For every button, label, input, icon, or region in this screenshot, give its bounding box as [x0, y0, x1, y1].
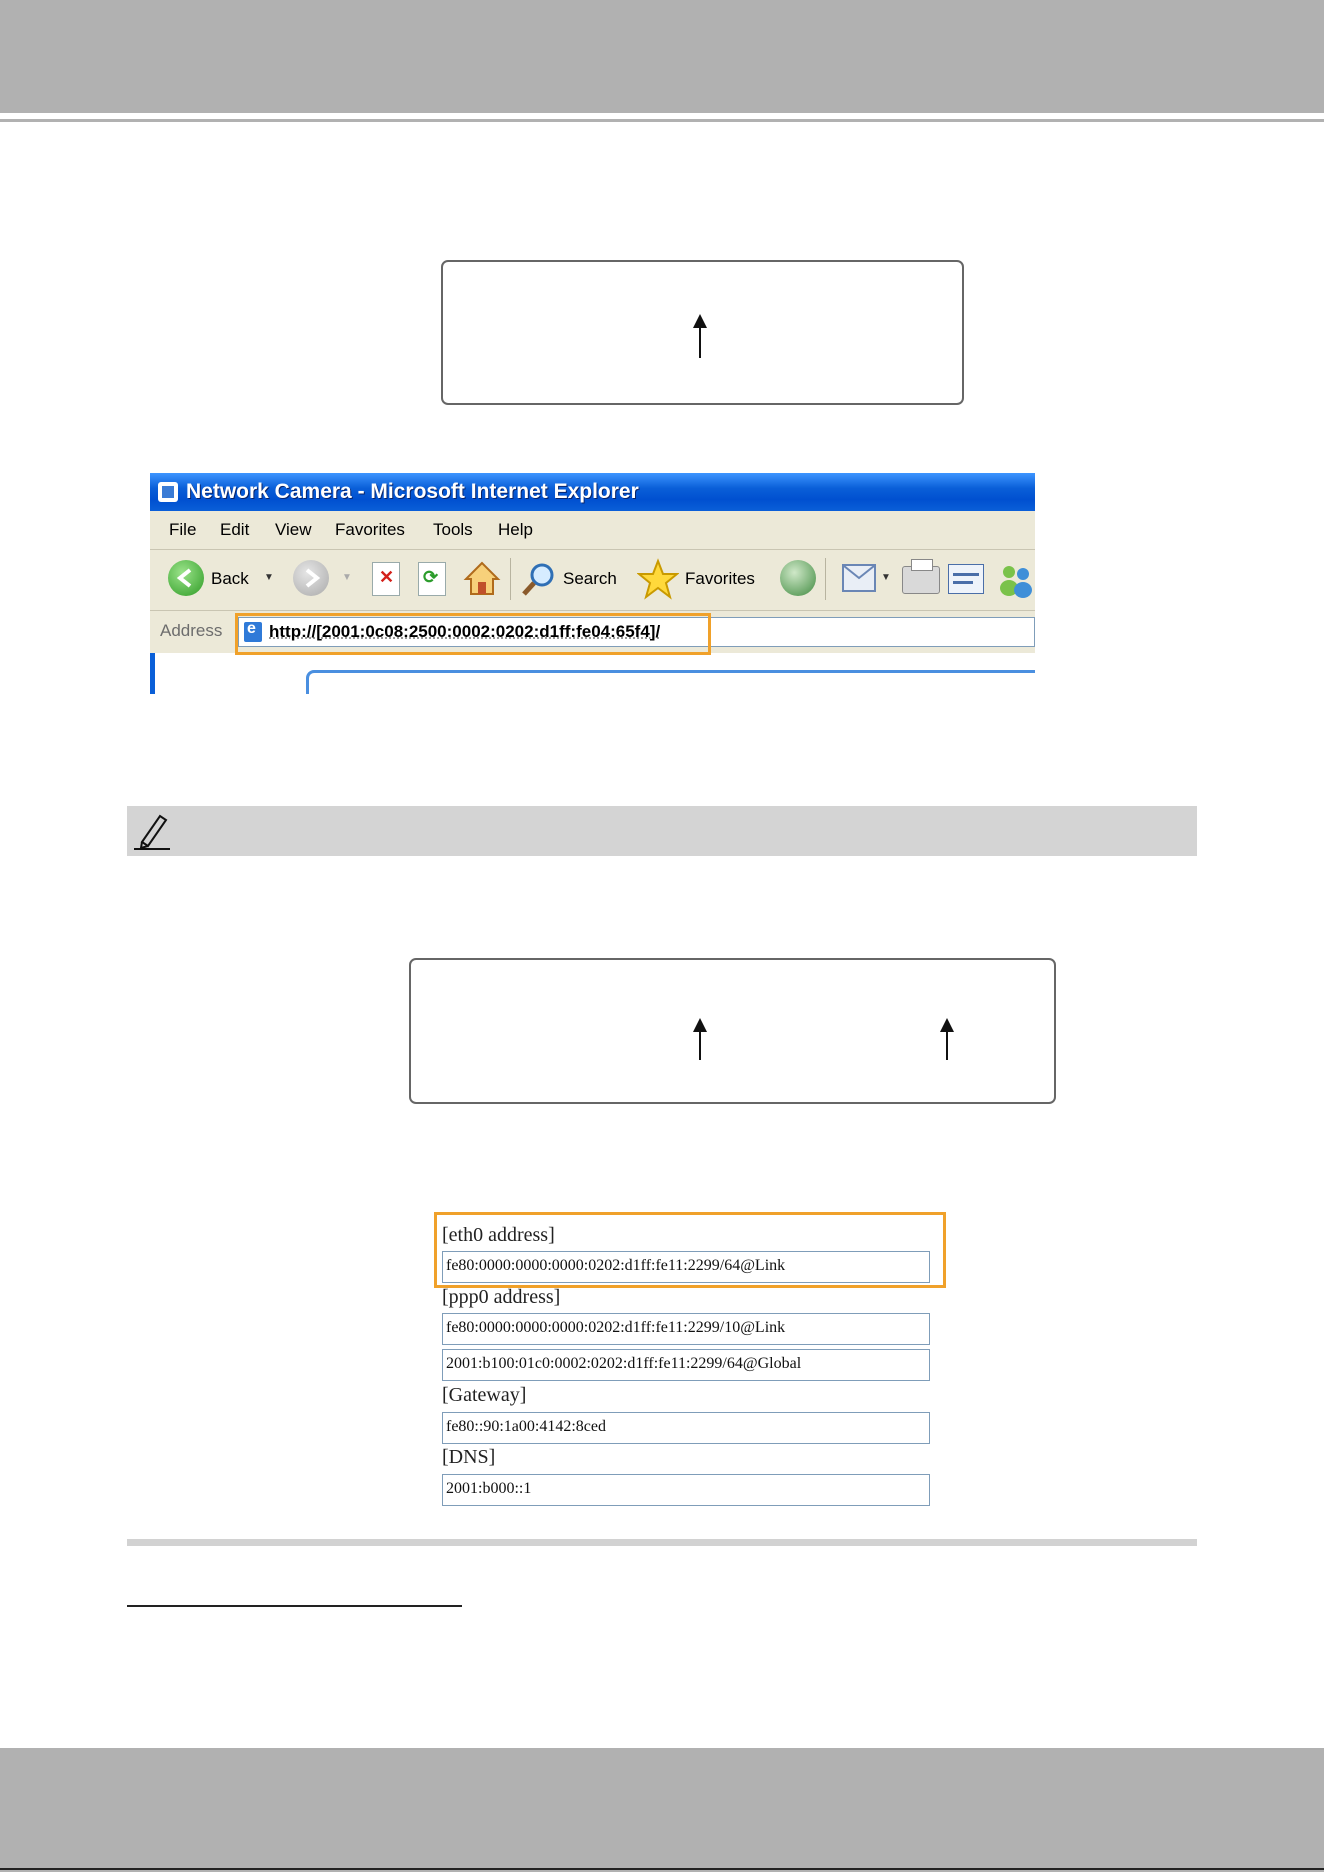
note-bar: [127, 806, 1197, 856]
menu-edit[interactable]: Edit: [220, 520, 250, 539]
section-divider: [127, 1539, 1197, 1546]
arrow-shaft: [946, 1030, 948, 1060]
star-glyph: [637, 558, 679, 600]
mail-glyph: [844, 566, 874, 590]
eth0-address-field: fe80:0000:0000:0000:0202:d1ff:fe11:2299/64@Link: [442, 1251, 930, 1283]
pencil-icon: [132, 812, 172, 850]
browser-titlebar: [150, 473, 1035, 511]
browser-toolbar: [150, 550, 1035, 611]
ppp0-link-address-field: fe80:0000:0000:0000:0202:d1ff:fe11:2299/10@Link: [442, 1313, 930, 1345]
mail-icon[interactable]: [842, 564, 876, 592]
forward-arrow-icon[interactable]: [293, 560, 329, 596]
ie-app-icon: [158, 482, 178, 502]
address-url: http://[2001:0c08:2500:0002:0202:d1ff:fe04:65f4]/: [269, 622, 661, 641]
edit-line: [953, 573, 979, 576]
browser-menubar: [150, 511, 1035, 550]
toolbar-separator: [510, 558, 511, 600]
ppp0-global-address-field: 2001:b100:01c0:0002:0202:d1ff:fe11:2299/64@Global: [442, 1349, 930, 1381]
print-paper: [911, 559, 933, 571]
dns-label: [DNS]: [442, 1446, 496, 1468]
toolbar-separator: [825, 558, 826, 600]
inner-page-frame: [306, 670, 1035, 694]
ppp0-label: [ppp0 address]: [442, 1286, 561, 1308]
browser-title: Network Camera - Microsoft Internet Explorer: [186, 480, 639, 503]
menu-help[interactable]: Help: [498, 520, 533, 539]
footer-divider: [0, 1868, 1324, 1870]
favorites-button-label[interactable]: Favorites: [685, 569, 755, 588]
search-button-label[interactable]: Search: [563, 569, 617, 588]
messenger-glyph: [995, 560, 1035, 600]
menu-favorites[interactable]: Favorites: [335, 520, 405, 539]
menu-tools[interactable]: Tools: [433, 520, 473, 539]
back-arrow-icon[interactable]: [168, 560, 204, 596]
stop-x-glyph: ✕: [379, 567, 395, 587]
forward-dropdown-icon[interactable]: ▼: [342, 572, 352, 583]
gateway-label: [Gateway]: [442, 1384, 527, 1406]
edit-icon[interactable]: [948, 564, 984, 594]
arrow-shaft: [699, 326, 701, 358]
refresh-icon[interactable]: [418, 562, 446, 596]
url-highlight-box: [235, 613, 711, 655]
history-icon[interactable]: [780, 560, 816, 596]
eth0-label: [eth0 address]: [442, 1224, 555, 1246]
header-divider: [0, 119, 1324, 122]
stop-icon[interactable]: [372, 562, 400, 596]
footnote-divider: [127, 1605, 462, 1607]
eth0-highlight-box: [434, 1212, 946, 1288]
favorites-star-icon[interactable]: [637, 558, 679, 600]
back-arrow-glyph: [168, 560, 204, 596]
arrow-shaft: [699, 1030, 701, 1060]
address-label: Address: [160, 621, 223, 640]
address-format-diagram: [409, 958, 1056, 1104]
home-glyph: [463, 560, 501, 598]
refresh-glyph: ⟳: [423, 567, 439, 587]
forward-arrow-glyph: [293, 560, 329, 596]
dns-address-field: 2001:b000::1: [442, 1474, 930, 1506]
back-button-label[interactable]: Back: [211, 569, 249, 588]
mail-dropdown-icon[interactable]: ▼: [881, 572, 891, 583]
url-format-diagram: [441, 260, 964, 405]
messenger-icon[interactable]: [995, 560, 1035, 600]
search-icon[interactable]: [520, 560, 558, 598]
page-header-band: [0, 0, 1324, 113]
back-dropdown-icon[interactable]: ▼: [264, 572, 274, 583]
menu-file[interactable]: File: [169, 520, 197, 539]
gateway-address-field: fe80::90:1a00:4142:8ced: [442, 1412, 930, 1444]
browser-content-edge: [150, 653, 155, 694]
search-glyph: [520, 560, 558, 598]
edit-line: [953, 581, 973, 584]
menu-view[interactable]: View: [275, 520, 312, 539]
home-icon[interactable]: [463, 560, 501, 598]
print-icon[interactable]: [902, 566, 940, 594]
browser-window: [150, 473, 1035, 694]
page-footer-band: [0, 1748, 1324, 1872]
